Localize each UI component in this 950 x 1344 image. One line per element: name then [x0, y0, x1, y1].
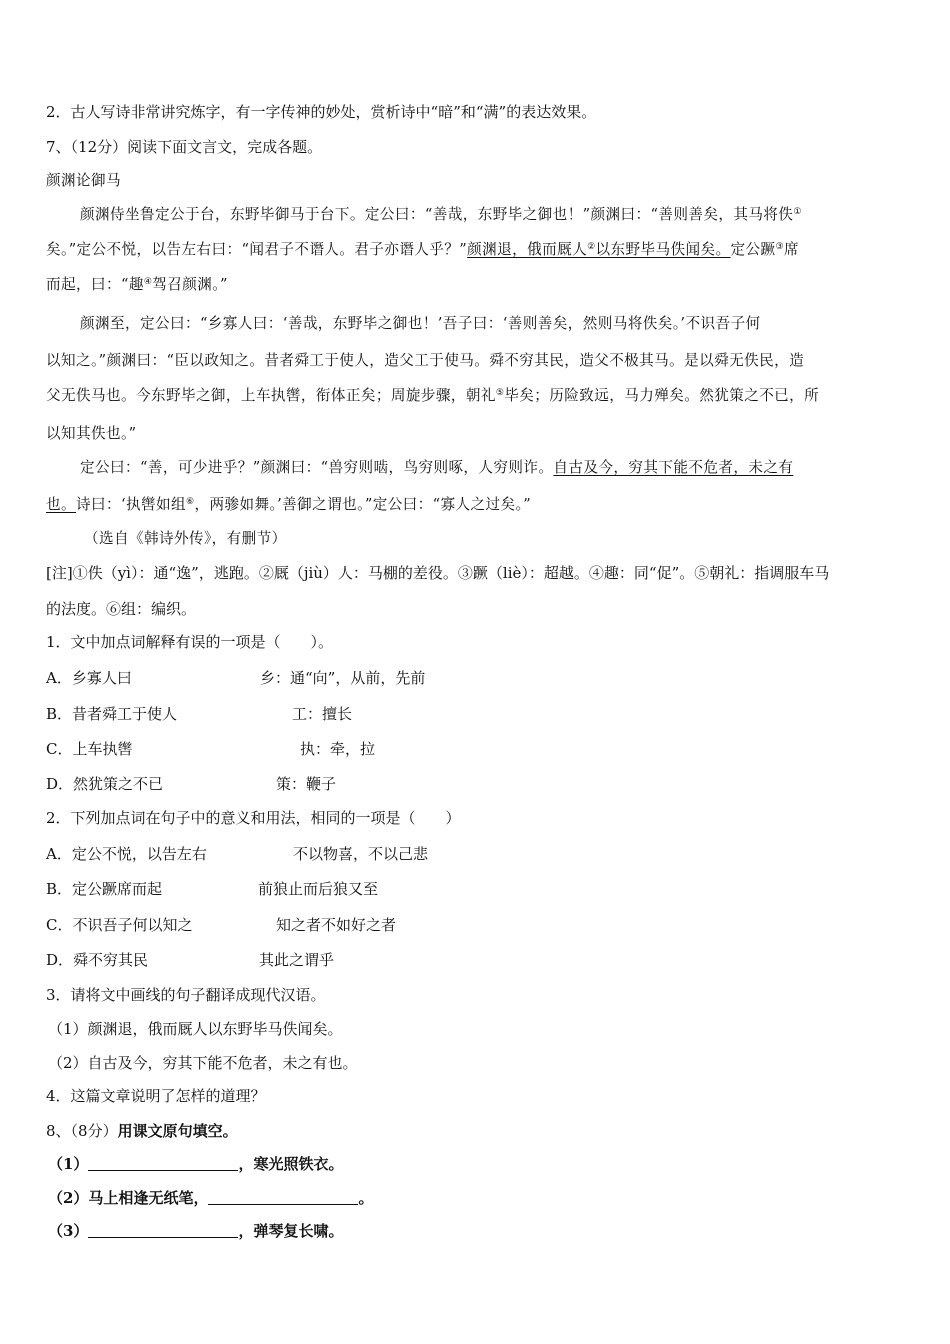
underlined-sentence-2: 自古及今，穷其下能不危者，未之有	[553, 459, 794, 476]
subquestion-1-option-b: B．昔者舜工于使人	[46, 705, 178, 723]
passage-title: 颜渊论御马	[46, 172, 121, 189]
subquestion-2-option-d: D．舜不穷其民	[46, 951, 149, 969]
subquestion-2-option-a-expl: 不以物喜，不以己悲	[293, 845, 429, 863]
subquestion-1-option-d-expl: 策：鞭子	[276, 775, 337, 793]
passage-p1-line1: 颜渊侍坐鲁定公于台，东野毕御马于台下。定公曰：“善哉，东野毕之御也！”颜渊曰：“善则善矣，其马将佚①	[80, 206, 802, 223]
subquestion-2-option-c: C．不识吾子何以知之	[46, 916, 193, 934]
subquestion-1-option-d: D．然犹策之不已	[46, 775, 164, 793]
fill-blank-3[interactable]	[88, 1223, 238, 1238]
passage-p2-line2: 以知之。”颜渊曰：“臣以政知之。昔者舜工于使人，造父工于使马。舜不穷其民，造父不极其马。是以舜无佚民，造	[46, 352, 805, 369]
passage-p2-line4: 以知其佚也。”	[46, 425, 137, 442]
notes-line1: [注]①佚（yì）：通“逸”，逃跑。②厩（jiù）人：马棚的差役。③蹶（liè）：超越。④趣：同“促”。⑤朝礼：指调服车马	[46, 564, 830, 582]
subquestion-3-sentence-2: （2）自古及今，穷其下能不危者，未之有也。	[48, 1054, 358, 1072]
subquestion-1-option-c-expl: 执：牵，拉	[300, 740, 376, 758]
subquestion-1-option-a: A．乡寡人曰	[46, 669, 132, 687]
question-8-header: 8、（8分）用课文原句填空。	[46, 1122, 238, 1140]
underlined-sentence-1: 颜渊退，俄而厩人②以东野毕马佚闻矣。	[467, 241, 731, 258]
fill-item-3: （3） ，弹琴复长啸。	[48, 1222, 344, 1240]
passage-source: （选自《韩诗外传》，有删节）	[84, 530, 287, 547]
subquestion-2-option-d-expl: 其此之谓乎	[259, 951, 335, 969]
passage-p1-line3: 而起，曰：“趣④驾召颜渊。”	[46, 276, 228, 293]
question-7-header: 7、（12分）阅读下面文言文，完成各题。	[46, 138, 323, 156]
subquestion-1-option-b-expl: 工：擅长	[292, 705, 353, 723]
passage-p3-line1: 定公曰：“善，可少进乎？”颜渊曰：“兽穷则啮，鸟穷则啄，人穷则诈。自古及今，穷其下能不危者，未之有	[80, 459, 794, 476]
subquestion-3-sentence-1: （1）颜渊退，俄而厩人以东野毕马佚闻矣。	[48, 1020, 343, 1038]
fill-item-2: （2）马上相逢无纸笔， 。	[48, 1189, 374, 1207]
notes-line2: 的法度。⑥组：编织。	[46, 600, 197, 618]
subquestion-1-option-c: C．上车执辔	[46, 740, 133, 758]
passage-p2-line1: 颜渊至，定公曰：“乡寡人曰：‘善哉，东野毕之御也！’吾子曰：‘善则善矣，然则马将佚矣。’不识吾子何	[80, 315, 761, 332]
subquestion-2-stem: 2．下列加点词在句子中的意义和用法，相同的一项是（ ）	[46, 809, 461, 827]
subquestion-2-option-b-expl: 前狼止而后狼又至	[258, 880, 379, 898]
subquestion-4-stem: 4．这篇文章说明了怎样的道理？	[46, 1087, 266, 1105]
passage-p2-line3: 父无佚马也。今东野毕之御，上车执辔，衔体正矣；周旋步骤，朝礼⑤毕矣；历险致远，马力殚矣。然犹策之不已，所	[46, 387, 820, 404]
subquestion-2-option-c-expl: 知之者不如好之者	[276, 916, 397, 934]
underlined-sentence-2-end: 也。	[46, 496, 76, 513]
question-2-prev: 2．古人写诗非常讲究炼字，有一字传神的妙处，赏析诗中“暗”和“满”的表达效果。	[46, 103, 597, 121]
subquestion-2-option-b: B．定公蹶席而起	[46, 880, 163, 898]
subquestion-1-option-a-expl: 乡：通“向”，从前，先前	[260, 669, 426, 687]
subquestion-2-option-a: A．定公不悦，以告左右	[46, 845, 207, 863]
subquestion-1-stem: 1．文中加点词解释有误的一项是（ ）。	[46, 633, 334, 651]
passage-p1-line2: 矣。”定公不悦，以告左右曰：“闻君子不谮人。君子亦谮人乎？”颜渊退，俄而厩人②以东野毕马佚闻矣。定公蹶③席	[46, 241, 799, 258]
fill-item-1: （1） ，寒光照铁衣。	[48, 1155, 344, 1173]
fill-blank-2[interactable]	[208, 1190, 358, 1205]
fill-blank-1[interactable]	[88, 1156, 238, 1171]
subquestion-3-stem: 3．请将文中画线的句子翻译成现代汉语。	[46, 986, 326, 1004]
passage-p3-line2: 也。诗曰：‘执辔如组⑥，两骖如舞。’善御之谓也。”定公曰：“寡人之过矣。”	[46, 496, 532, 513]
